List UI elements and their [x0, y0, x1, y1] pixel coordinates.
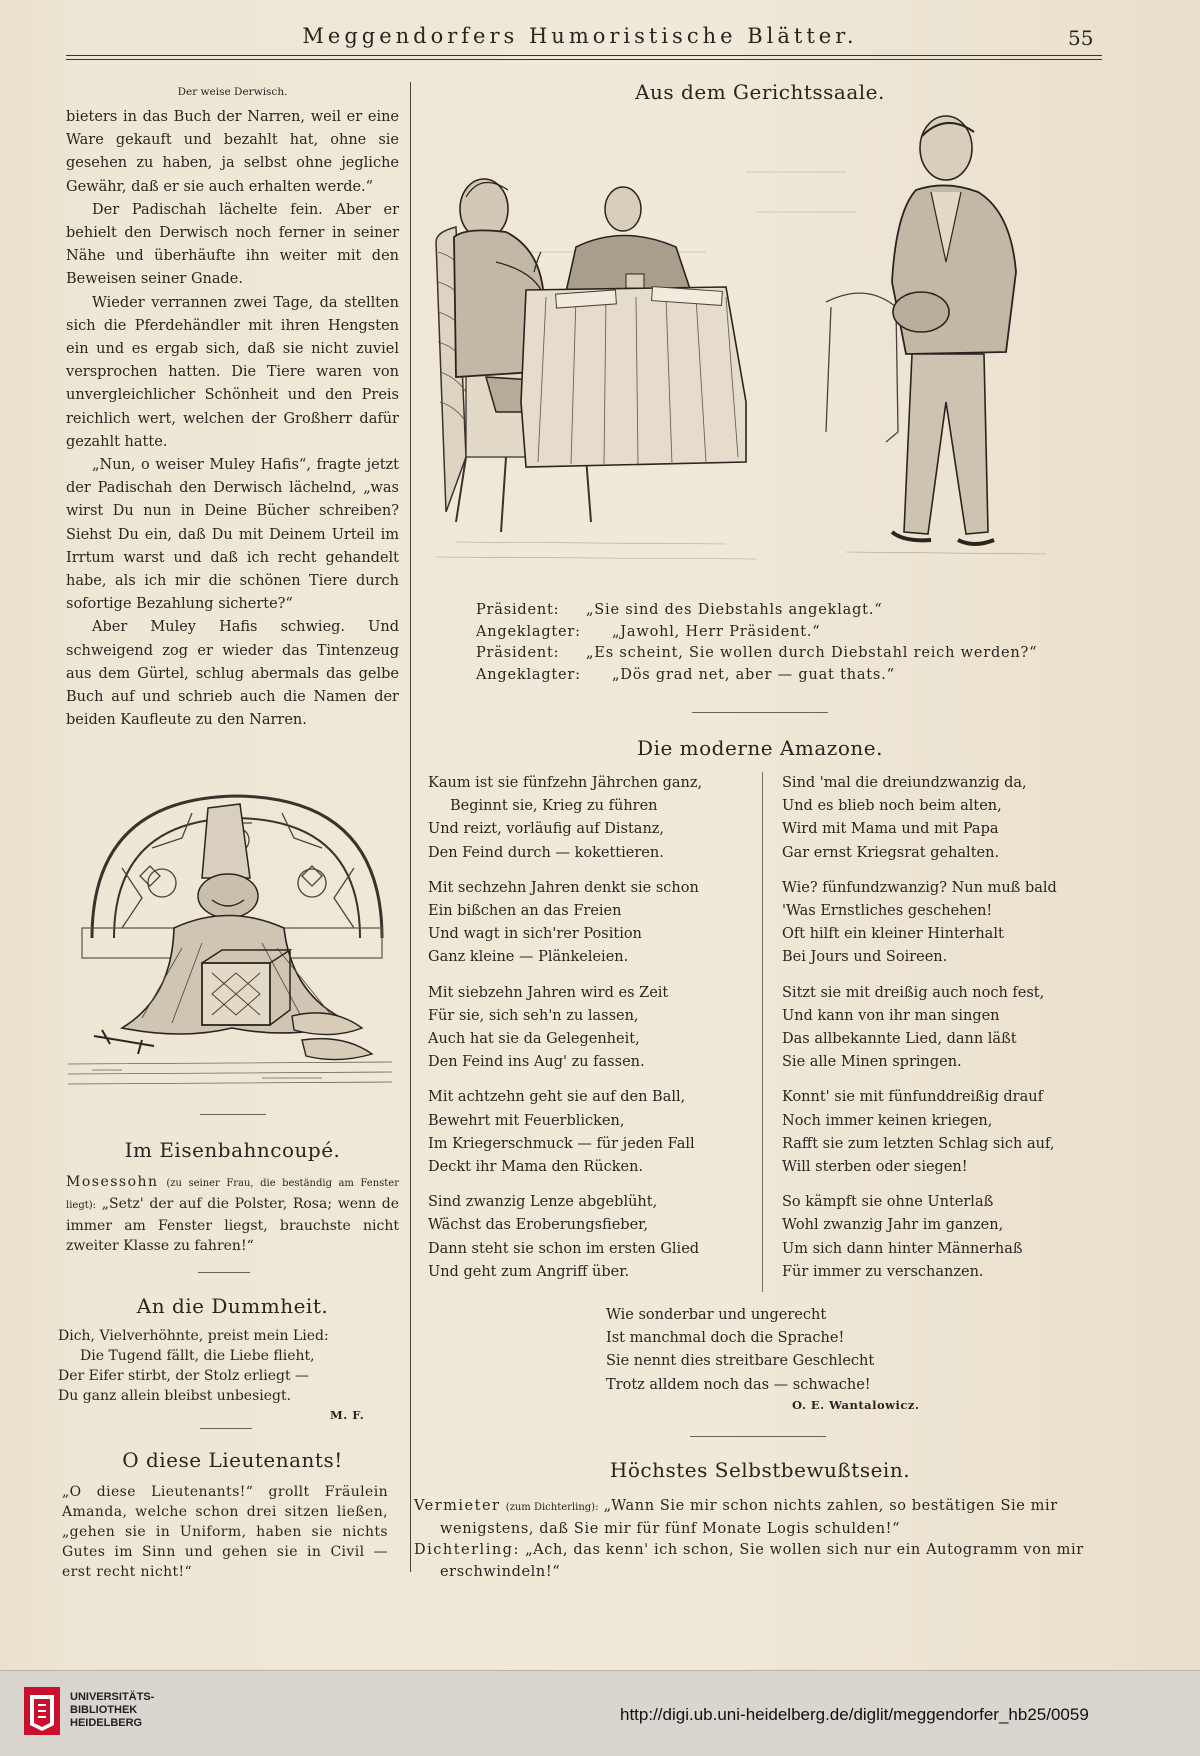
verse-line: Trotz alldem noch das — schwache!: [606, 1376, 871, 1393]
library-footer: [0, 1670, 1200, 1756]
source-url-link[interactable]: http://digi.ub.uni-heidelberg.de/diglit/meggendorfer_hb25/0059: [620, 1705, 1089, 1724]
verse-line: Noch immer keinen kriegen,: [782, 1112, 993, 1129]
verse-line: Wie sonderbar und ungerecht: [606, 1307, 827, 1323]
dialog-line: [476, 622, 1096, 644]
verse-line: Und geht zum Angriff über.: [428, 1263, 630, 1280]
library-logo-icon: [22, 1685, 62, 1737]
verse-line: Und wagt in sich'rer Position: [428, 926, 642, 943]
verse-line: Die Tugend fällt, die Liebe flieht,: [80, 1348, 315, 1364]
amazone-verse-col1: [428, 772, 702, 1284]
verse-line: Für sie, sich seh'n zu lassen,: [428, 1007, 639, 1024]
dialog-text: „Wann Sie mir schon nichts zahlen, so bestätigen Sie mir wenigstens, daß Sie mir für fünf Monate Logis schulden!“: [440, 1498, 1058, 1537]
gericht-title: Aus dem Gerichtssaale.: [635, 80, 885, 104]
eisenbahn-title: Im Eisenbahncoupé.: [124, 1138, 341, 1162]
eisenbahn-stage-direction: (zu seiner Frau, die beständig am Fenster liegt):: [66, 1178, 399, 1211]
verse-line: Und kann von ihr man singen: [782, 1007, 1000, 1024]
courtroom-illustration: [426, 112, 1102, 588]
verse-line: Ganz kleine — Plänkeleien.: [428, 949, 629, 966]
eisenbahn-text: [66, 1172, 399, 1256]
section-divider: [692, 712, 828, 713]
header-rule-top: [66, 55, 1102, 56]
verse-line: Kaum ist sie fünfzehn Jährchen ganz,: [428, 775, 703, 791]
amazone-author: O. E. Wantalowicz.: [792, 1398, 920, 1412]
verse-divider: [762, 772, 763, 1292]
dummheit-title: An die Dummheit.: [136, 1294, 329, 1318]
verse-line: Sie alle Minen springen.: [782, 1054, 962, 1071]
dialog-stage-direction: (zum Dichterling):: [505, 1502, 599, 1513]
dialog-line: [476, 600, 1096, 622]
library-name: [70, 1691, 154, 1730]
dervish-illustration: [62, 778, 398, 1096]
dialog-speaker: Angeklagter:: [476, 666, 581, 683]
leutnants-title: O diese Lieutenants!: [122, 1448, 343, 1472]
verse-line: Mit achtzehn geht sie auf den Ball,: [428, 1089, 686, 1106]
header-rule-bottom: [66, 59, 1102, 60]
verse-line: Bewehrt mit Feuerblicken,: [428, 1112, 625, 1129]
section-divider: [200, 1428, 252, 1429]
library-name-line: BIBLIOTHEK: [70, 1704, 138, 1716]
verse-line: Wohl zwanzig Jahr im ganzen,: [782, 1217, 1004, 1234]
dialog-speaker: Dichterling:: [414, 1542, 520, 1558]
column-divider: [410, 82, 411, 1572]
story-paragraph: Aber Muley Hafis schwieg. Und schweigend zog er wieder das Tintenzeug aus dem Gürtel, schlug abermals das gelbe Buch auf und schrieb auch die Namen der beiden Kaufleute zu den Narren.: [66, 619, 399, 729]
verse-line: So kämpft sie ohne Unterlaß: [782, 1194, 994, 1211]
dialog-text: „Ach, das kenn' ich schon, Sie wollen sich nur ein Autogramm von mir erschwindeln!“: [440, 1542, 1084, 1580]
verse-line: Sind zwanzig Lenze abgeblüht,: [428, 1194, 658, 1211]
verse-line: Wird mit Mama und mit Papa: [782, 821, 999, 838]
verse-line: Sitzt sie mit dreißig auch noch fest,: [782, 984, 1045, 1001]
story-paragraph: Der Padischah lächelte fein. Aber er behielt den Derwisch noch ferner in seiner Nähe und überhäufte ihn weiter mit den Beweisen seiner Gnade.: [66, 201, 399, 288]
verse-line: Ein bißchen an das Freien: [428, 903, 622, 920]
page-number: 55: [1068, 26, 1094, 50]
verse-line: Dann steht sie schon im ersten Glied: [428, 1240, 700, 1257]
eisenbahn-speaker: Mosessohn: [66, 1174, 159, 1190]
story-caption: Der weise Derwisch.: [177, 86, 288, 98]
dummheit-author: M. F.: [330, 1408, 365, 1422]
verse-line: Der Eifer stirbt, der Stolz erliegt —: [58, 1368, 310, 1384]
verse-line: Und reizt, vorläufig auf Distanz,: [428, 821, 665, 838]
library-name-line: UNIVERSITÄTS-: [70, 1691, 155, 1703]
verse-line: Mit siebzehn Jahren wird es Zeit: [428, 984, 669, 1001]
story-paragraph: bieters in das Buch der Narren, weil er eine Ware gekauft und bezahlt hat, ohne sie gesehen zu haben, ja selbst ohne jegliche Gewähr, daß er sie auch erhalten werde.“: [66, 109, 399, 195]
verse-line: Wie? fünfundzwanzig? Nun muß bald: [782, 879, 1057, 896]
verse-line: Ist manchmal doch die Sprache!: [606, 1330, 845, 1347]
verse-line: Für immer zu verschanzen.: [782, 1263, 984, 1280]
verse-line: Wächst das Eroberungsfieber,: [428, 1217, 649, 1234]
verse-line: Will sterben oder siegen!: [782, 1159, 968, 1176]
verse-line: Und es blieb noch beim alten,: [782, 798, 1002, 815]
section-divider: [690, 1436, 826, 1437]
dialog-speaker: Präsident:: [476, 645, 560, 661]
verse-line: Im Kriegerschmuck — für jeden Fall: [428, 1135, 695, 1152]
verse-line: Beginnt sie, Krieg zu führen: [450, 798, 658, 815]
verse-line: Gar ernst Kriegsrat gehalten.: [782, 844, 1000, 861]
eisenbahn-line: „Setz' der auf die Polster, Rosa; wenn de immer am Fenster liegst, brauchste nicht zweiter Klasse zu fahren!“: [66, 1196, 399, 1254]
amazone-coda: [606, 1304, 874, 1397]
dialog-line: [476, 643, 1096, 665]
dialog-speaker: Angeklagter:: [476, 623, 581, 640]
verse-line: Du ganz allein bleibst unbesiegt.: [58, 1388, 292, 1404]
dialog-text: „Jawohl, Herr Präsident.“: [612, 623, 821, 640]
dialog-text: „Es scheint, Sie wollen durch Diebstahl reich werden?“: [586, 645, 1038, 661]
library-name-line: HEIDELBERG: [70, 1717, 143, 1729]
verse-line: Den Feind durch — kokettieren.: [428, 844, 664, 861]
dummheit-verse: [58, 1326, 329, 1406]
dialog-text: „Dös grad net, aber — guat thats.“: [612, 666, 895, 683]
verse-line: Mit sechzehn Jahren denkt sie schon: [428, 879, 699, 896]
verse-line: Konnt' sie mit fünfunddreißig drauf: [782, 1089, 1043, 1106]
section-divider: [200, 1114, 266, 1115]
dialog-text: „Sie sind des Diebstahls angeklagt.“: [586, 602, 883, 618]
verse-line: 'Was Ernstliches geschehen!: [782, 903, 993, 920]
verse-line: Oft hilft ein kleiner Hinterhalt: [782, 926, 1004, 943]
dialog-speaker: Präsident:: [476, 602, 560, 618]
verse-line: Auch hat sie da Gelegenheit,: [428, 1031, 640, 1048]
running-title: Meggendorfers Humoristische Blätter.: [302, 24, 858, 48]
amazone-verse-col2: [782, 772, 1057, 1284]
gericht-dialog: [476, 600, 1096, 686]
story-text: [66, 106, 399, 732]
dialog-line: [476, 665, 1096, 687]
dialog-line: [414, 1540, 1104, 1583]
dialog-line: [414, 1496, 1104, 1540]
verse-line: Bei Jours und Soireen.: [782, 949, 948, 966]
verse-line: Um sich dann hinter Männerhaß: [782, 1240, 1023, 1257]
verse-line: Deckt ihr Mama den Rücken.: [428, 1159, 644, 1176]
selbst-title: Höchstes Selbstbewußtsein.: [609, 1458, 911, 1482]
leutnants-text: „O diese Lieutenants!“ grollt Fräulein Amanda, welche schon drei sitzen ließen, „gehen sie in Uniform, haben sie nichts Gutes im Sinn und gehen sie in Civil — erst recht nicht!“: [62, 1484, 388, 1580]
section-divider: [198, 1272, 250, 1273]
verse-line: Sie nennt dies streitbare Geschlecht: [606, 1353, 875, 1370]
story-paragraph: „Nun, o weiser Muley Hafis“, fragte jetzt der Padischah den Derwisch lächelnd, „was wirst Du nun in Deine Bücher schreiben? Siehst Du ein, daß Du mit Deinem Urteil im Irrtum warst und daß ich recht gehandelt habe, als ich mir die schönen Tiere durch sofortige Bezahlung sicherte?“: [66, 457, 399, 613]
selbst-dialog: [414, 1496, 1104, 1583]
verse-line: Dich, Vielverhöhnte, preist mein Lied:: [58, 1328, 329, 1344]
amazone-title: Die moderne Amazone.: [637, 736, 883, 760]
verse-line: Den Feind ins Aug' zu fassen.: [428, 1054, 645, 1071]
dialog-speaker: Vermieter: [414, 1498, 501, 1514]
story-paragraph: Wieder verrannen zwei Tage, da stellten sich die Pferdehändler mit ihren Hengsten ein und es ergab sich, daß sie nicht zuviel versprochen hatten. Die Tiere waren von unvergleichlicher Schönheit und den Preis reichlich wert, welchen der Großherr dafür gezahlt hatte.: [66, 294, 399, 450]
verse-line: Das allbekannte Lied, dann läßt: [782, 1031, 1017, 1048]
verse-line: Sind 'mal die dreiundzwanzig da,: [782, 775, 1027, 791]
verse-line: Rafft sie zum letzten Schlag sich auf,: [782, 1135, 1055, 1152]
